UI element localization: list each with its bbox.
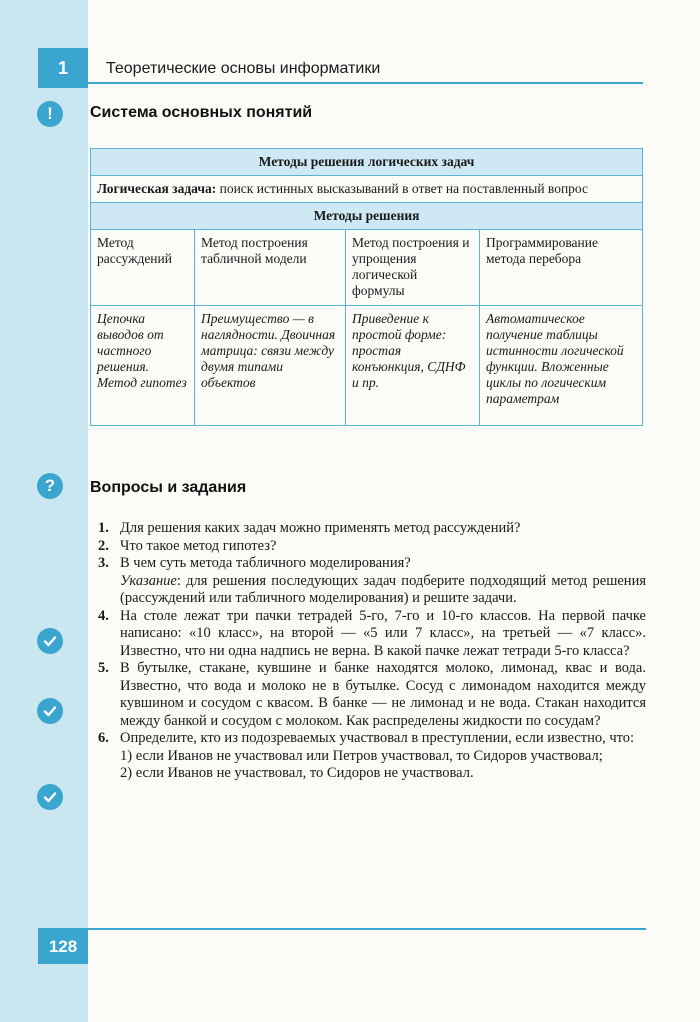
section-title-questions: Вопросы и задания	[90, 479, 247, 496]
method-description-cell: Цепочка выводов от частного решения. Метод гипотез	[91, 306, 195, 426]
checkmark-icon	[37, 628, 63, 654]
section-title-concepts: Система основных понятий	[90, 104, 313, 121]
method-name-cell: Метод рассуждений	[91, 230, 195, 306]
exclamation-icon: !	[37, 101, 63, 127]
method-name-cell: Метод построения и упрощения логической формулы	[346, 230, 480, 306]
checkmark-icon	[37, 784, 63, 810]
methods-heading: Методы решения	[91, 203, 643, 230]
condition-item: 1) если Иванов не участвовал или Петров участвовал, то Сидоров участвовал;	[120, 747, 603, 764]
footer-divider	[38, 928, 646, 930]
method-description-cell: Преимущество — в наглядности. Двоичная матрица: связи между двумя типами объектов	[195, 306, 346, 426]
chapter-number: 1	[57, 57, 68, 78]
question-text: На столе лежат три пачки тетрадей 5-го, 7-го и 10-го классов. На первой пачке написано: «10 класс», на второй — «5 или 7 класс», на третьей — «7 класс». Известно, что ни одна надпись не верна. В какой пачке лежат тетради 5-го класса?	[120, 607, 646, 659]
question-icon: ?	[37, 473, 63, 499]
question-number: 4.	[98, 607, 109, 624]
question-text: Для решения каких задач можно применять метод рассуждений?	[120, 520, 521, 536]
question-number: 1.	[98, 520, 109, 536]
question-text: В бутылке, стакане, кувшине и банке находятся молоко, лимонад, квас и вода. Известно, что вода и молоко не в бутылке. Сосуд с лимонадом находится между кувшином и сосудом с квасом. В банке — не лимонад и не вода. Стакан находится между банкой и сосудом с молоком. Как распределены жидкости по сосудам?	[120, 660, 646, 729]
question-number: 6.	[98, 730, 109, 746]
question-item	[98, 538, 646, 556]
question-text: Что такое метод гипотез?	[120, 537, 277, 554]
question-item	[98, 660, 646, 730]
chapter-title: Теоретические основы информатики	[106, 60, 381, 77]
method-name-cell: Метод построения табличной модели	[195, 230, 346, 306]
definition-term: Логическая задача:	[97, 181, 217, 196]
question-item	[98, 555, 646, 573]
question-item	[98, 730, 646, 783]
chapter-number-tab	[38, 48, 88, 88]
definition-text: поиск истинных высказываний в ответ на поставленный вопрос	[216, 181, 589, 196]
question-number: 5.	[98, 660, 109, 676]
header-divider	[88, 82, 643, 84]
hint-text: : для решения последующих задач подберите подходящий метод решения (рассуждений или табличного моделирования) и решите задачи.	[120, 572, 646, 606]
page-number: 128	[38, 930, 88, 964]
table-heading: Методы решения логических задач	[91, 149, 643, 176]
condition-item: 2) если Иванов не участвовал, то Сидоров не участвовал.	[120, 765, 474, 781]
definition-row	[91, 176, 643, 203]
concepts-table	[90, 148, 643, 426]
question-text: Определите, кто из подозреваемых участвовал в преступлении, если известно, что:	[120, 730, 635, 746]
question-text: В чем суть метода табличного моделирования?	[120, 555, 411, 571]
hint-paragraph	[98, 573, 646, 608]
hint-label: Указание	[120, 572, 177, 589]
question-number: 2.	[98, 537, 109, 554]
question-number: 3.	[98, 555, 109, 571]
questions-list	[98, 520, 646, 783]
method-description-cell: Автоматическое получение таблицы истинности логической функции. Вложенные циклы по логическим параметрам	[480, 306, 643, 426]
page-margin-strip	[0, 0, 88, 1022]
question-item	[98, 608, 646, 661]
question-item	[98, 520, 646, 538]
method-description-cell: Приведение к простой форме: простая конъюнкция, СДНФ и пр.	[346, 306, 480, 426]
method-name-cell: Программирование метода перебора	[480, 230, 643, 306]
checkmark-icon	[37, 698, 63, 724]
